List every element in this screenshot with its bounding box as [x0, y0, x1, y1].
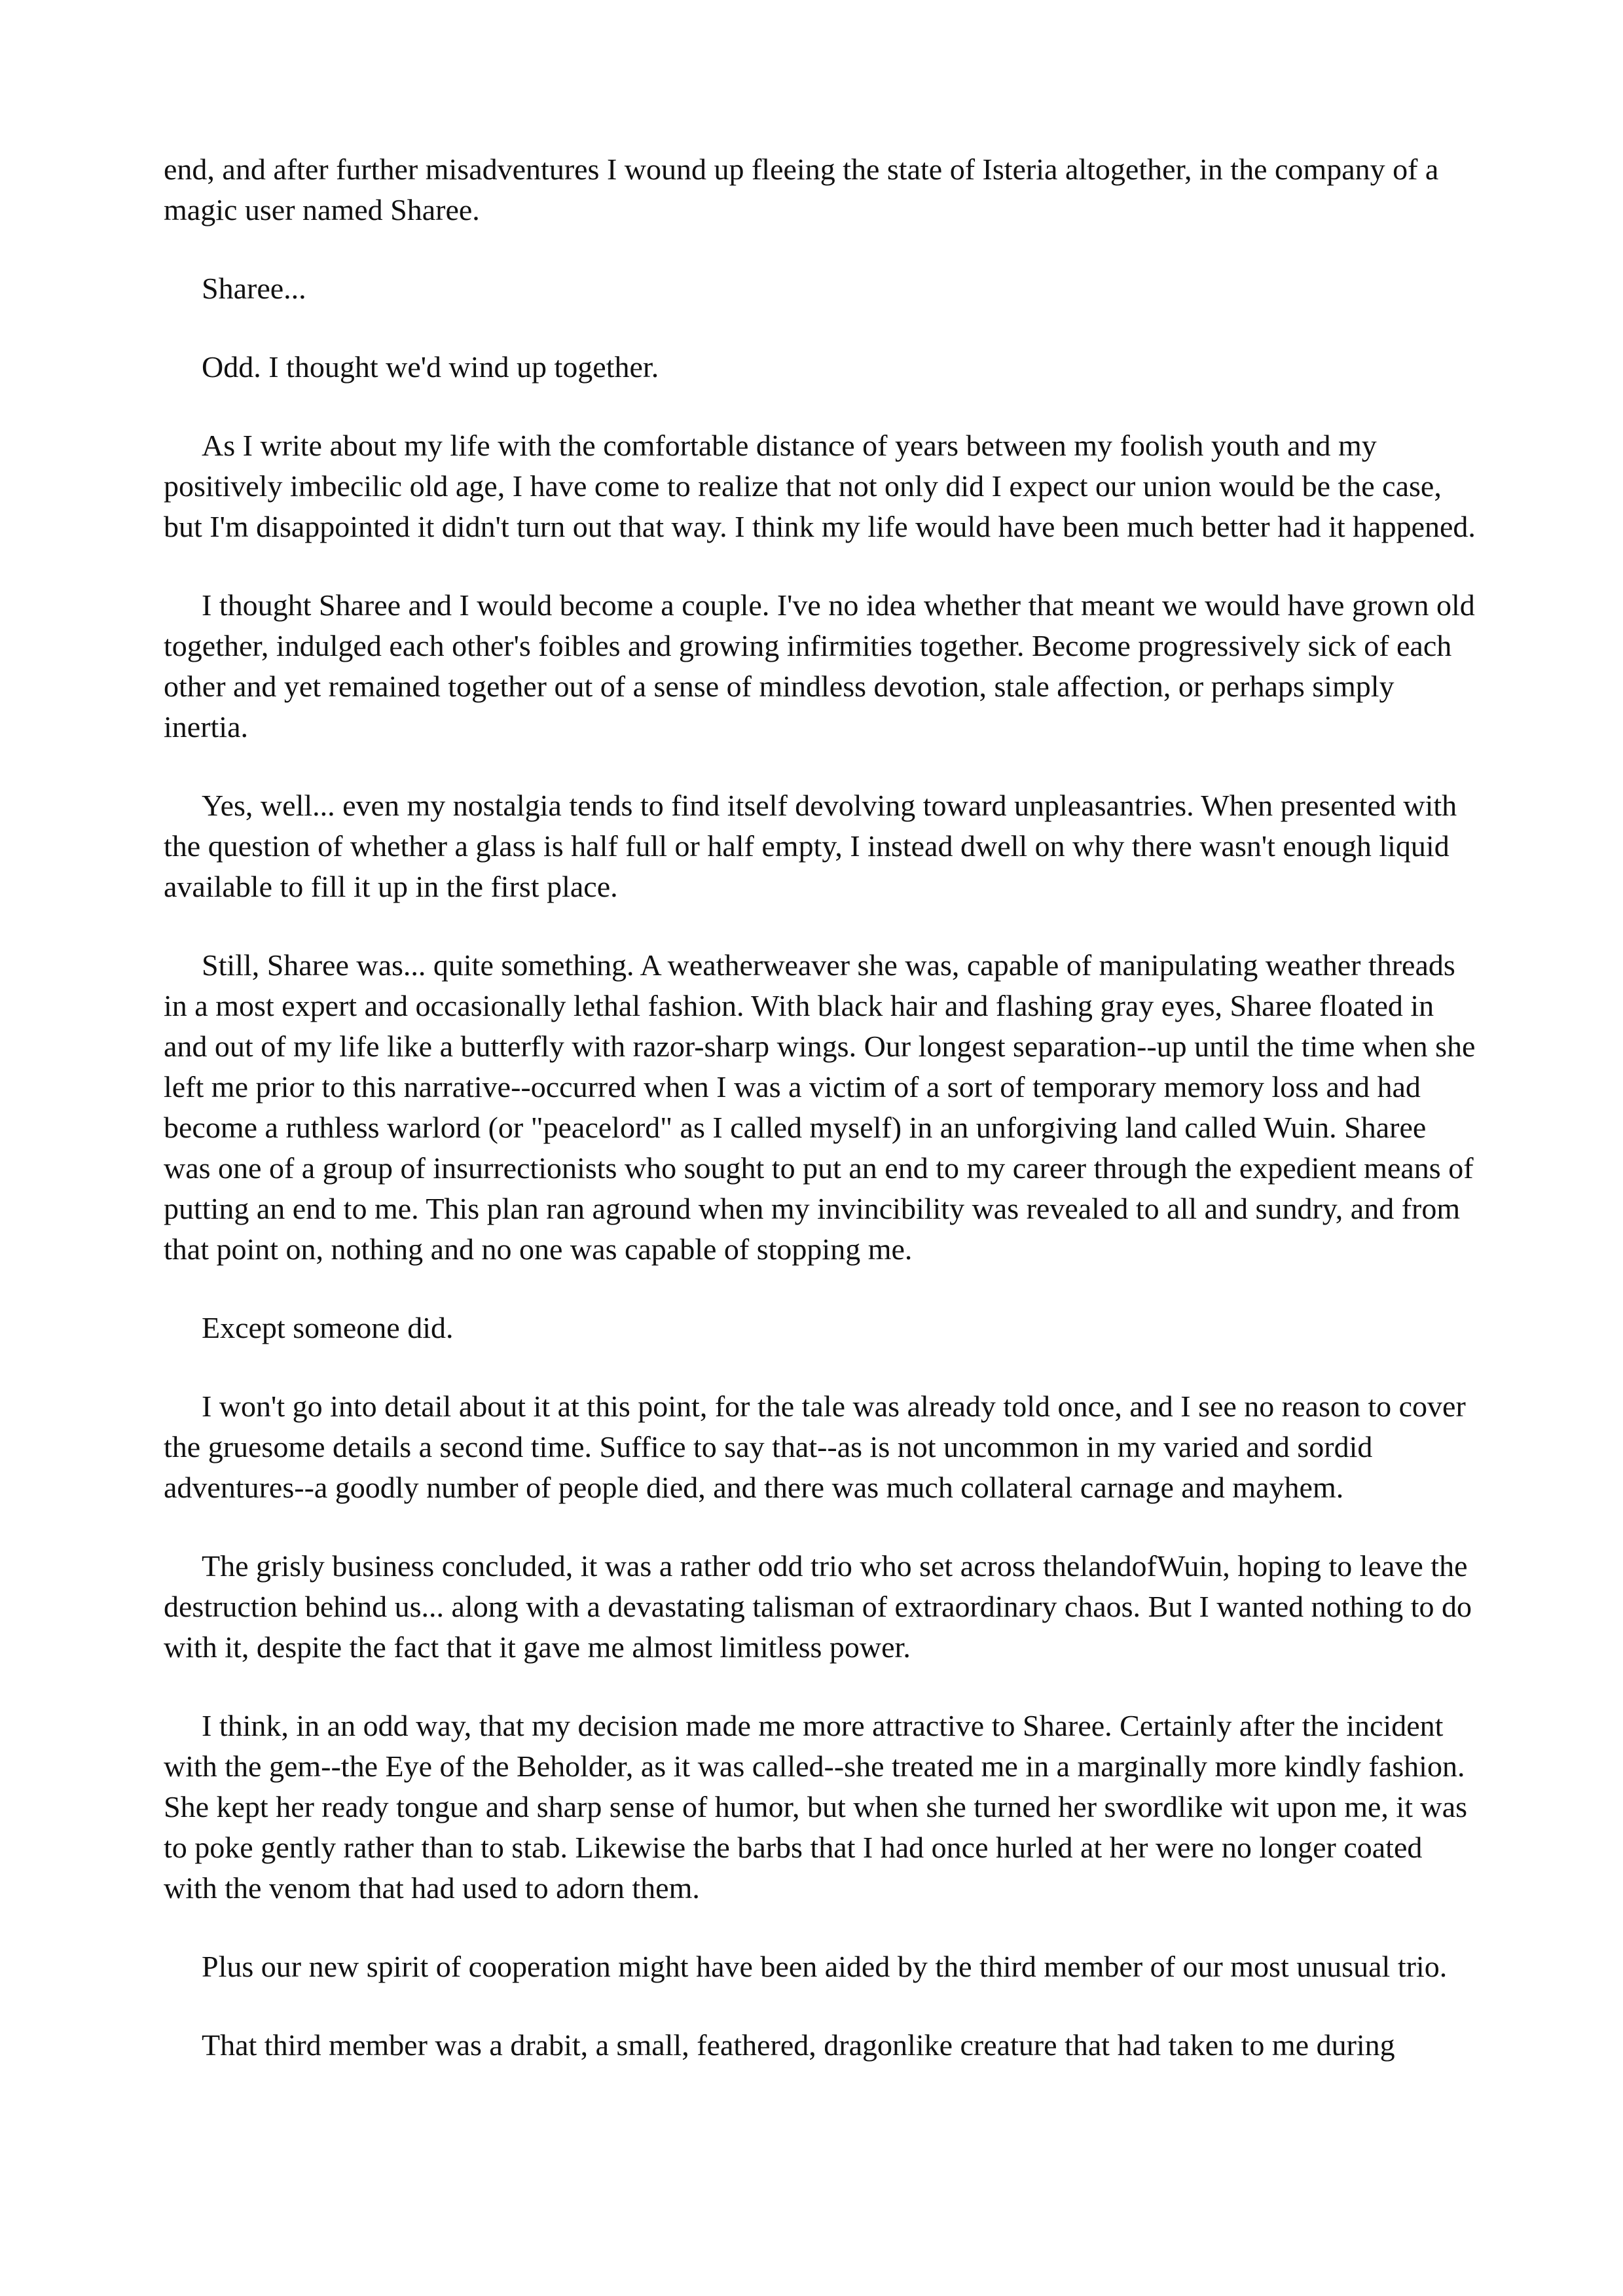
paragraph-continuation: end, and after further misadventures I wound up fleeing the state of Isteria altogether, in the company of a magic user named Sharee.: [164, 152, 1439, 226]
paragraph: Except someone did.: [202, 1311, 454, 1344]
paragraph: Plus our new spirit of cooperation might have been aided by the third member of our most unusual trio.: [202, 1950, 1448, 1983]
document-page: [164, 149, 1480, 2104]
paragraph: Yes, well... even my nostalgia tends to find itself devolving toward unpleasantries. When presented with the question of whether a glass is half full or half empty, I instead dwell on why there wasn't enough liquid available to fill it up in the first place.: [164, 789, 1457, 903]
paragraph: That third member was a drabit, a small, feathered, dragonlike creature that had taken to me during: [202, 2028, 1395, 2062]
paragraph: I think, in an odd way, that my decision made me more attractive to Sharee. Certainly after the incident with the gem--the Eye of the Beholder, as it was called--she treated me in a marginally more kindly fashion. She kept her ready tongue and sharp sense of humor, but when she turned her swordlike wit upon me, it was to poke gently rather than to stab. Likewise the barbs that I had once hurled at her were no longer coated with the venom that had used to adorn them.: [164, 1709, 1468, 1905]
paragraph: The grisly business concluded, it was a rather odd trio who set across thelandofWuin, hoping to leave the destruction behind us... along with a devastating talisman of extraordinary chaos. But I wanted nothing to do with it, despite the fact that it gave me almost limitless power.: [164, 1549, 1472, 1664]
paragraph: Still, Sharee was... quite something. A weatherweaver she was, capable of manipulating weather threads in a most expert and occasionally lethal fashion. With black hair and flashing gray eyes, Sharee floated in and out of my life like a butterfly with razor-sharp wings. Our longest separation--up until the time when she left me prior to this narrative--occurred when I was a victim of a sort of temporary memory loss and had become a ruthless warlord (or "peacelord" as I called myself) in an unforgiving land called Wuin. Sharee was one of a group of insurrectionists who sought to put an end to my career through the expedient means of putting an end to me. This plan ran aground when my invincibility was revealed to all and sundry, and from that point on, nothing and no one was capable of stopping me.: [164, 948, 1476, 1266]
paragraph: Odd. I thought we'd wind up together.: [202, 350, 659, 384]
paragraph: As I write about my life with the comfortable distance of years between my foolish youth and my positively imbecilic old age, I have come to realize that not only did I expect our union would be the case, but I'm disappointed it didn't turn out that way. I think my life would have been much better had it happened.: [164, 429, 1476, 543]
paragraph: I won't go into detail about it at this point, for the tale was already told once, and I see no reason to cover the gruesome details a second time. Suffice to say that--as is not uncommon in my varied and sordid adventures--a goodly number of people died, and there was much collateral carnage and mayhem.: [164, 1390, 1466, 1504]
paragraph: I thought Sharee and I would become a couple. I've no idea whether that meant we would have grown old together, indulged each other's foibles and growing infirmities together. Become progressively sick of each other and yet remained together out of a sense of mindless devotion, stale affection, or perhaps simply inertia.: [164, 588, 1475, 744]
paragraph: Sharee...: [202, 272, 306, 305]
